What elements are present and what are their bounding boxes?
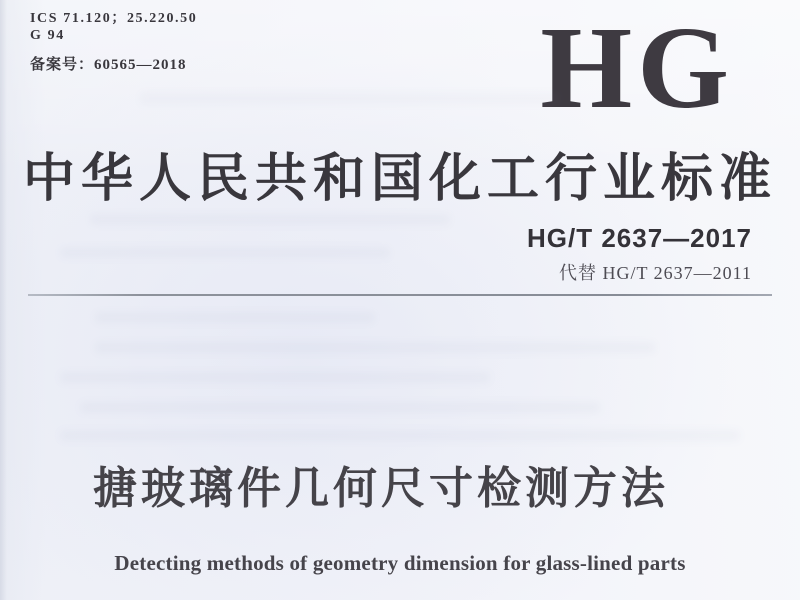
document-title-en: Detecting methods of geometry dimension for glass-lined parts: [114, 551, 686, 575]
standard-heading: 中华人民共和国化工行业标准: [22, 151, 777, 208]
record-number: 备案号：60565—2018: [30, 57, 187, 73]
ics-code: ICS 71.120；25.220.50: [30, 11, 198, 26]
bleed-through-artifact: [60, 430, 740, 441]
standard-number-block: [527, 223, 752, 285]
bleed-through-artifact: [90, 214, 450, 225]
hg-logo: HG: [540, 2, 734, 133]
bleed-through-artifact: [60, 247, 390, 258]
bleed-through-artifact: [80, 402, 600, 413]
bleed-through-artifact: [95, 342, 655, 353]
standard-number: HG/T 2637—2017: [526, 223, 752, 253]
classification-block: [30, 7, 197, 74]
bleed-through-artifact: [140, 92, 560, 105]
replaces-note: 代替 HG/T 2637—2011: [558, 263, 752, 283]
bleed-through-artifact: [95, 312, 375, 323]
category-code: G 94: [30, 28, 65, 43]
horizontal-rule: [28, 294, 772, 296]
document-title-zh: 搪玻璃件几何尺寸检测方法: [93, 464, 669, 513]
bleed-through-artifact: [60, 372, 490, 383]
